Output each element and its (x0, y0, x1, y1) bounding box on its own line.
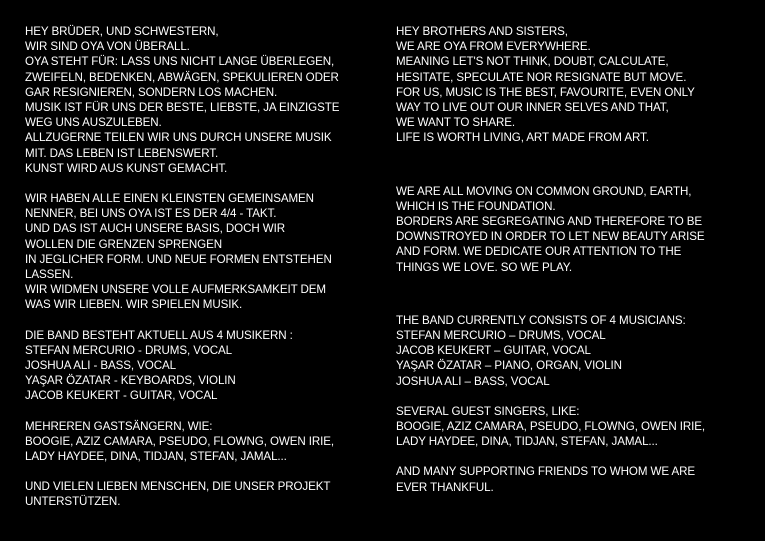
english-guests-paragraph: SEVERAL GUEST SINGERS, LIKE: BOOGIE, AZIZ CAMARA, PSEUDO, FLOWNG, OWEN IRIE, LADY HAYDEE, DINA, TIDJAN, STEFAN, JAMAL... (396, 404, 706, 449)
german-thanks-paragraph: UND VIELEN LIEBEN MENSCHEN, DIE UNSER PROJEKT UNTERSTÜTZEN. (25, 480, 331, 509)
german-column (25, 24, 385, 510)
english-intro-paragraph: HEY BROTHERS AND SISTERS, WE ARE OYA FROM EVERYWHERE. MEANING LET'S NOT THINK, DOUBT, CALCULATE, HESITATE, SPECULATE NOR RESIGNATE BUT MOVE. FOR US, MUSIC IS THE BEST, FAVOURITE, EVEN ONLY WAY TO LIVE OUT OUR INNER SELVES AND THAT, WE WANT TO SHARE. LIFE IS WORTH LIVING, ART MADE FROM ART. (396, 25, 695, 145)
german-basis-paragraph: WIR HABEN ALLE EINEN KLEINSTEN GEMEINSAMEN NENNER, BEI UNS OYA IST ES DER 4/4 - TAKT. UND DAS IST AUCH UNSERE BASIS, DOCH WIR WOLLEN DIE GRENZEN SPRENGEN IN JEGLICHER FORM. UND NEUE FORMEN ENTSTEHEN LASSEN. WIR WIDMEN UNSERE VOLLE AUFMERKSAMKEIT DEM WAS WIR LIEBEN. WIR SPIELEN MUSIK. (25, 192, 332, 312)
english-column (396, 24, 756, 495)
german-guests-paragraph: MEHREREN GASTSÄNGERN, WIE: BOOGIE, AZIZ CAMARA, PSEUDO, FLOWNG, OWEN IRIE, LADY HAYDEE, DINA, TIDJAN, STEFAN, JAMAL... (25, 419, 335, 464)
english-band-paragraph: THE BAND CURRENTLY CONSISTS OF 4 MUSICIANS: STEFAN MERCURIO – DRUMS, VOCAL JACOB KEUKERT – GUITAR, VOCAL YAŞAR ÖZATAR – PIANO, ORGAN, VIOLIN JOSHUA ALI – BASS, VOCAL (396, 313, 686, 388)
german-intro-paragraph: HEY BRÜDER, UND SCHWESTERN, WIR SIND OYA VON ÜBERALL. OYA STEHT FÜR: LASS UNS NICHT LANGE ÜBERLEGEN, ZWEIFELN, BEDENKEN, ABWÄGEN, SPEKULIEREN ODER GAR RESIGNIEREN, SONDERN LOS MACHEN. MUSIK IST FÜR UNS DER BESTE, LIEBSTE, JA EINZIGSTE WEG UNS AUSZULEBEN. ALLZUGERNE TEILEN WIR UNS DURCH UNSERE MUSIK MIT. DAS LEBEN IST LEBENSWERT. KUNST WIRD AUS KUNST GEMACHT. (25, 25, 340, 175)
english-thanks-paragraph: AND MANY SUPPORTING FRIENDS TO WHOM WE ARE EVER THANKFUL. (396, 465, 695, 494)
english-basis-paragraph: WE ARE ALL MOVING ON COMMON GROUND, EARTH, WHICH IS THE FOUNDATION. BORDERS ARE SEGREGATING AND THEREFORE TO BE DOWNSTROYED IN ORDER TO LET NEW BEAUTY ARISE AND FORM. WE DEDICATE OUR ATTENTION TO THE THINGS WE LOVE. SO WE PLAY. (396, 184, 705, 274)
german-band-paragraph: DIE BAND BESTEHT AKTUELL AUS 4 MUSIKERN : STEFAN MERCURIO - DRUMS, VOCAL JOSHUA ALI - BASS, VOCAL YAŞAR ÖZATAR - KEYBOARDS, VIOLIN JACOB KEUKERT - GUITAR, VOCAL (25, 328, 293, 403)
